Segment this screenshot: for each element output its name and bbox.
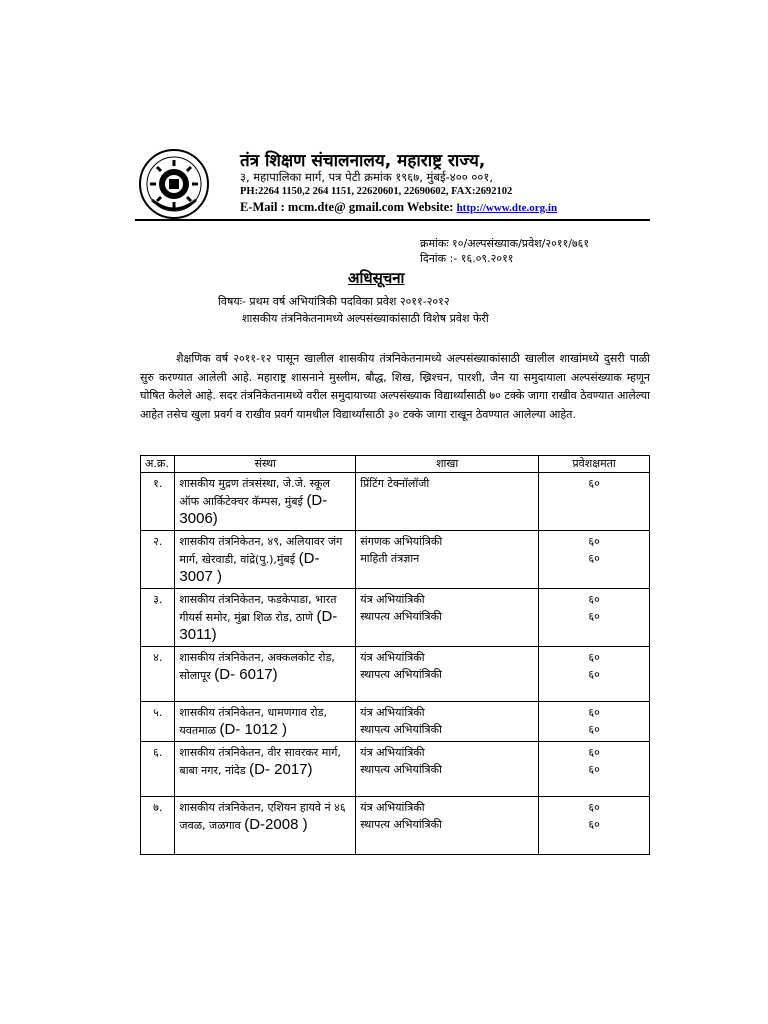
row-institute: [175, 702, 356, 742]
intake-value: ६०: [588, 706, 600, 719]
intake-value: ६०: [588, 763, 600, 776]
institute-code: (D- 3006): [179, 492, 328, 527]
table-row: [141, 742, 650, 797]
institute-name: शासकीय तंत्रनिकेतन, धामणगाव रोड, यवतमाळ: [179, 706, 328, 737]
notice-title: अधिसूचना: [348, 269, 405, 287]
row-branches: [356, 797, 539, 855]
website-link[interactable]: http://www.dte.org.in: [456, 202, 558, 214]
intake-value: ६०: [588, 651, 600, 664]
row-sr-number: ३.: [141, 589, 175, 647]
intake-value: ६०: [588, 668, 600, 681]
header-sr: अ.क्र.: [141, 456, 175, 473]
institute-name: शासकीय तंत्रनिकेतन, वीर सावरकर मार्ग, बाबा नगर, नांदेड: [179, 746, 341, 777]
intake-value: ६०: [588, 535, 600, 548]
branch-name: स्थापत्य अभियांत्रिकी: [360, 610, 442, 623]
institute-name: शासकीय मुद्रण तंत्रसंस्था, जे.जे. स्कूल ऑफ आर्किटेक्चर कॅम्पस, मुंबई: [179, 477, 330, 508]
header-branch: शाखा: [356, 456, 539, 473]
notice-subject: विषयः- प्रथम वर्ष अभियांत्रिकी पदविका प्रवेश २०११-२०१२: [218, 295, 450, 308]
branch-name: यंत्र अभियांत्रिकी: [360, 593, 425, 606]
row-sr-number: ७.: [141, 797, 175, 855]
header-intake: प्रवेशक्षमता: [539, 456, 650, 473]
header-institute: संस्था: [175, 456, 356, 473]
reference-number: क्रमांकः १०/अल्पसंख्याक/प्रवेश/२०११/७६१: [420, 237, 590, 250]
branch-name: स्थापत्य अभियांत्रिकी: [360, 818, 442, 831]
table-row: [141, 473, 650, 531]
intake-value: ६०: [588, 723, 600, 736]
notice-body: शैक्षणिक वर्ष २०११-१२ पासून खालील शासकीय तंत्रनिकेतनामध्ये अल्पसंख्याकांसाठी खालील शाखांमध्ये दुसरी पाळी सुरु करण्यात आलेली आहे. महाराष्ट्र शासनाने मुस्लीम, बौद्ध, शिख, ख्रिश्चन, पारशी, जैन या समुदायाला अल्पसंख्याक म्हणून घोषित केलेले आहे. सदर तंत्रनिकेतनामध्ये वरील समुदायाच्या अल्पसंख्याक विद्यार्थ्यांसाठी ७० टक्के जागा राखीव ठेवण्यात आलेल्या आहेत तसेच खुला प्रवर्ग व राखीव प्रवर्ग यामधील विद्यार्थ्यांसाठी ३० टक्के जागा राखून ठेवण्यात आलेल्या आहेत.: [140, 352, 650, 421]
row-branches: [356, 589, 539, 647]
row-branches: [356, 702, 539, 742]
institute-code: (D- 6017): [214, 666, 278, 683]
institute-code: (D- 1012 ): [219, 721, 288, 738]
directorate-address: ३, महापालिका मार्ग, पत्र पेटी क्रमांक १९६७, मुंबई-४०० ००१,: [240, 170, 493, 184]
branch-name: यंत्र अभियांत्रिकी: [360, 706, 425, 719]
directorate-email: [240, 200, 557, 215]
directorate-phone: PH:2264 1150,2 264 1151, 22620601, 22690602, FAX:2692102: [240, 186, 513, 197]
institutes-table: [140, 455, 650, 855]
intake-value: ६०: [588, 746, 600, 759]
branch-name: माहिती तंत्रज्ञान: [360, 552, 420, 565]
row-institute: [175, 473, 356, 531]
row-intake: [539, 647, 650, 702]
row-institute: [175, 589, 356, 647]
row-intake: [539, 589, 650, 647]
row-intake: [539, 797, 650, 855]
row-sr-number: १.: [141, 473, 175, 531]
intake-value: ६०: [588, 818, 600, 831]
row-sr-number: ४.: [141, 647, 175, 702]
institute-name: शासकीय तंत्रनिकेतन, फडकेपाडा, भारत गीयर्स समोर, मुंब्रा शिळ रोड, ठाणे: [179, 593, 337, 624]
intake-value: ६०: [588, 477, 600, 490]
table-row: [141, 647, 650, 702]
row-institute: [175, 531, 356, 589]
institute-code: (D- 3007 ): [179, 550, 320, 585]
reference-date: दिनांक :- १६.०९.२०११: [420, 252, 514, 265]
institute-code: (D- 2017): [249, 761, 313, 778]
directorate-title: तंत्र शिक्षण संचालनालय, महाराष्ट्र राज्य,: [240, 151, 486, 171]
institute-code: (D-2008 ): [244, 816, 308, 833]
row-institute: [175, 797, 356, 855]
row-branches: [356, 531, 539, 589]
row-institute: [175, 742, 356, 797]
branch-name: यंत्र अभियांत्रिकी: [360, 651, 425, 664]
branch-name: संगणक अभियांत्रिकी: [360, 535, 443, 548]
table-header-row: [141, 456, 650, 473]
row-intake: [539, 702, 650, 742]
table-row: [141, 531, 650, 589]
branch-name: यंत्र अभियांत्रिकी: [360, 801, 425, 814]
notice-subject-continued: शासकीय तंत्रनिकेतनामध्ये अल्पसंख्याकांसाठी विशेष प्रवेश फेरी: [242, 312, 489, 325]
branch-name: स्थापत्य अभियांत्रिकी: [360, 723, 442, 736]
header-divider: [135, 219, 650, 221]
table-row: [141, 702, 650, 742]
row-intake: [539, 742, 650, 797]
intake-value: ६०: [588, 552, 600, 565]
row-branches: [356, 742, 539, 797]
branch-name: स्थापत्य अभियांत्रिकी: [360, 668, 442, 681]
row-branches: [356, 473, 539, 531]
table-row: [141, 797, 650, 855]
row-sr-number: ५.: [141, 702, 175, 742]
institute-code: (D- 3011): [179, 608, 338, 643]
row-sr-number: २.: [141, 531, 175, 589]
dte-seal-icon: [138, 148, 210, 220]
row-institute: [175, 647, 356, 702]
intake-value: ६०: [588, 593, 600, 606]
institute-name: शासकीय तंत्रनिकेतन, ४९, अलियावर जंग मार्ग, खेरवाडी, वांद्रे(पु.),मुंबई: [179, 535, 343, 566]
email-text: E-Mail : mcm.dte@ gmail.com Website:: [240, 200, 454, 214]
table-row: [141, 589, 650, 647]
row-sr-number: ६.: [141, 742, 175, 797]
row-intake: [539, 473, 650, 531]
branch-name: स्थापत्य अभियांत्रिकी: [360, 763, 442, 776]
intake-value: ६०: [588, 610, 600, 623]
branch-name: प्रिंटिंग टेक्नॉलॉजी: [360, 477, 430, 490]
row-branches: [356, 647, 539, 702]
intake-value: ६०: [588, 801, 600, 814]
institute-name: शासकीय तंत्रनिकेतन, एशियन हायवे नं ४६ जवळ, जळगाव: [179, 801, 346, 832]
branch-name: यंत्र अभियांत्रिकी: [360, 746, 425, 759]
row-intake: [539, 531, 650, 589]
institute-name: शासकीय तंत्रनिकेतन, अक्कलकोट रोड, सोलापूर: [179, 651, 335, 682]
